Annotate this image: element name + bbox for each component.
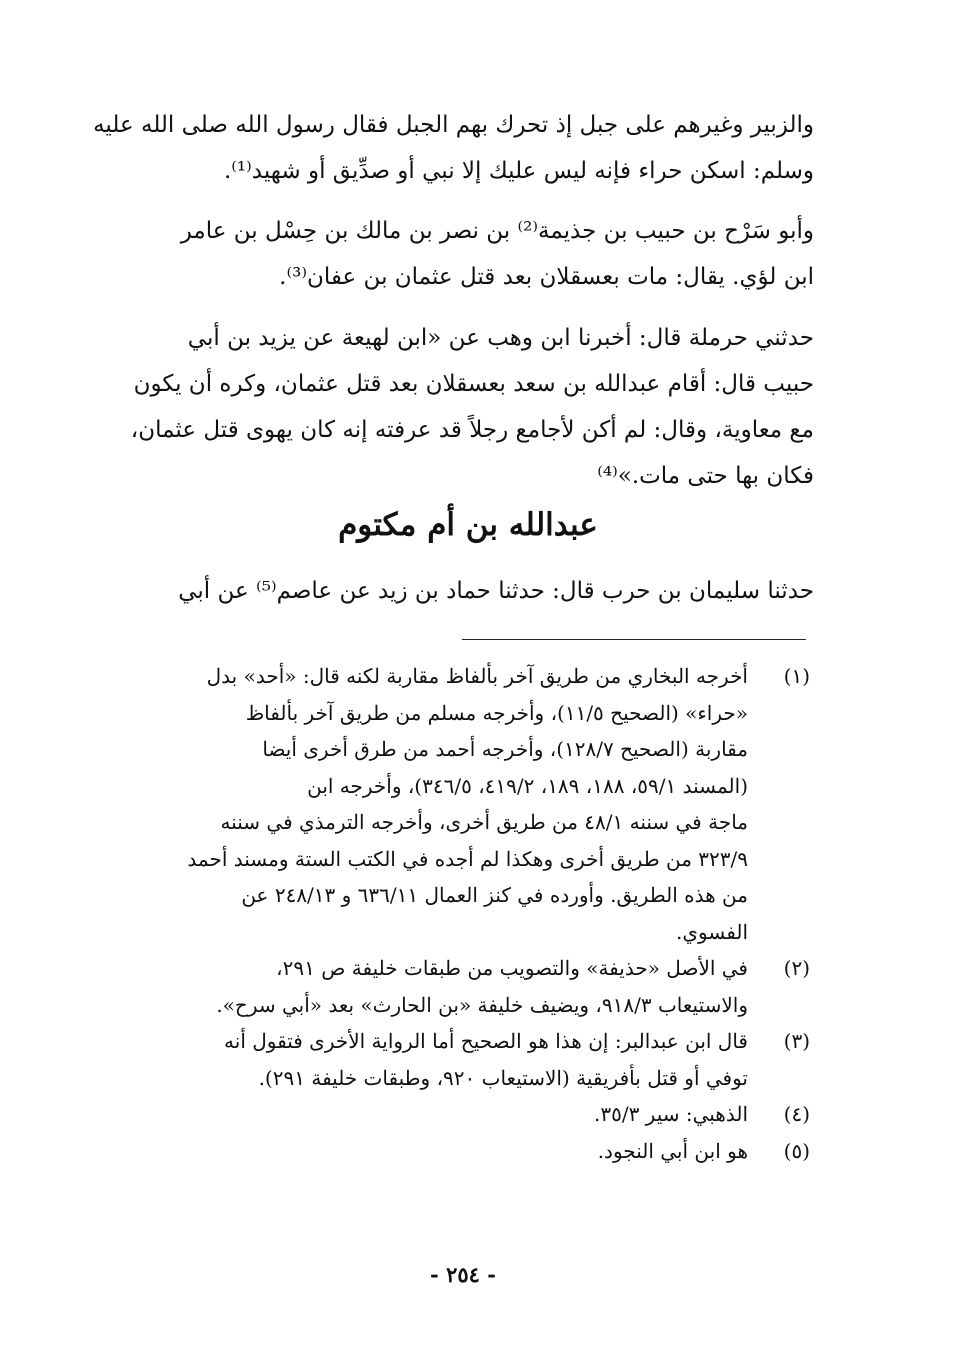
footnote-text [160,658,748,950]
footnote-line: توفي أو قتل بأفريقية (الاستيعاب ٩٢٠، وطبقات خليفة ٢٩١). [258,1065,748,1090]
footnote-line: في الأصل «حذيفة» والتصويب من طبقات خليفة ص ٢٩١، [276,956,748,980]
footnote [160,1133,810,1170]
text-line: وسلم: اسكن حراء فإنه ليس عليك إلا نبي أو صدِّيق أو شهيد⁽¹⁾. [223,158,814,184]
footnote-text [160,950,748,1023]
footnote-line: هو ابن أبي النجود. [597,1138,748,1163]
footnote-line: الذهبي: سير ٣٥/٣. [593,1102,748,1126]
text-line: حبيب قال: أقام عبدالله بن سعد بعسقلان بعد قتل عثمان، وكره أن يكون [133,371,814,397]
paragraph [122,568,814,614]
text-line: حدثني حرملة قال: أخبرنا ابن وهب عن «ابن لهيعة عن يزيد بن أبي [187,325,814,351]
footnote-line: «حراء» (الصحيح ١١/٥)، وأخرجه مسلم من طريق آخر بألفاظ [245,700,748,725]
footnote-line: من هذه الطريق. وأورده في كنز العمال ٦٣٦/١١ و ٢٤٨/١٣ عن [241,883,748,907]
section-heading: عبدالله بن أم مكتوم [338,507,598,543]
page-number: - ٢٥٤ - [430,1262,496,1287]
footnote-number: (١) [783,664,810,688]
footnote-divider [462,639,806,640]
footnote-line: الفسوي. [676,919,748,944]
footnote-number: (٥) [783,1138,810,1163]
footnote-text [160,1096,748,1133]
text-line: ابن لؤي. يقال: مات بعسقلان بعد قتل عثمان بن عفان⁽³⁾. [279,264,814,290]
text-line: حدثنا سليمان بن حرب قال: حدثنا حماد بن زيد عن عاصم⁽⁵⁾ عن أبي [178,578,814,604]
text-line: وأبو سَرْح بن حبيب بن جذيمة⁽²⁾ بن نصر بن مالك بن حِسْل بن عامر [180,218,814,244]
footnote-line: قال ابن عبدالبر: إن هذا هو الصحيح أما الرواية الأخرى فتقول أنه [224,1029,748,1053]
text-line: فكان بها حتى مات.»⁽⁴⁾ [597,463,814,489]
footnote-number: (٢) [783,956,810,980]
footnote-number: (٤) [783,1102,810,1126]
text-line: والزبير وغيرهم على جبل إذ تحرك بهم الجبل فقال رسول الله صلى الله عليه [93,112,814,138]
footnote [160,950,810,1023]
paragraph [122,208,814,300]
footnote-line: ماجة في سننه ٤٨/١ من طريق أخرى، وأخرجه الترمذي في سننه [220,810,748,834]
paragraph [93,102,814,194]
footnote-line: مقاربة (الصحيح ١٢٨/٧)، وأخرجه أحمد من طرق أخرى أيضا [262,737,748,761]
footnote-text [160,1023,748,1096]
paragraph [122,315,814,499]
footnote [160,1023,810,1096]
footnote-text [160,1133,748,1170]
footnote-line: والاستيعاب ٩١٨/٣، ويضيف خليفة «بن الحارث» بعد «أبي سرح». [216,992,748,1017]
footnote-line: (المسند ٥٩/١، ١٨٨، ١٨٩، ٤١٩/٢، ٣٤٦/٥)، وأخرجه ابن [307,773,748,798]
footnote-number: (٣) [783,1029,810,1053]
footnote-line: ٣٢٣/٩ من طريق أخرى وهكذا لم أجده في الكتب الستة ومسند أحمد [187,846,748,871]
footnote [160,658,810,950]
text-line: مع معاوية، وقال: لم أكن لأجامع رجلاً قد عرفته إنه كان يهوى قتل عثمان، [130,417,814,443]
footnote-line: أخرجه البخاري من طريق آخر بألفاظ مقاربة لكنه قال: «أحد» بدل [206,664,748,688]
footnote [160,1096,810,1133]
footnotes [160,658,810,1169]
